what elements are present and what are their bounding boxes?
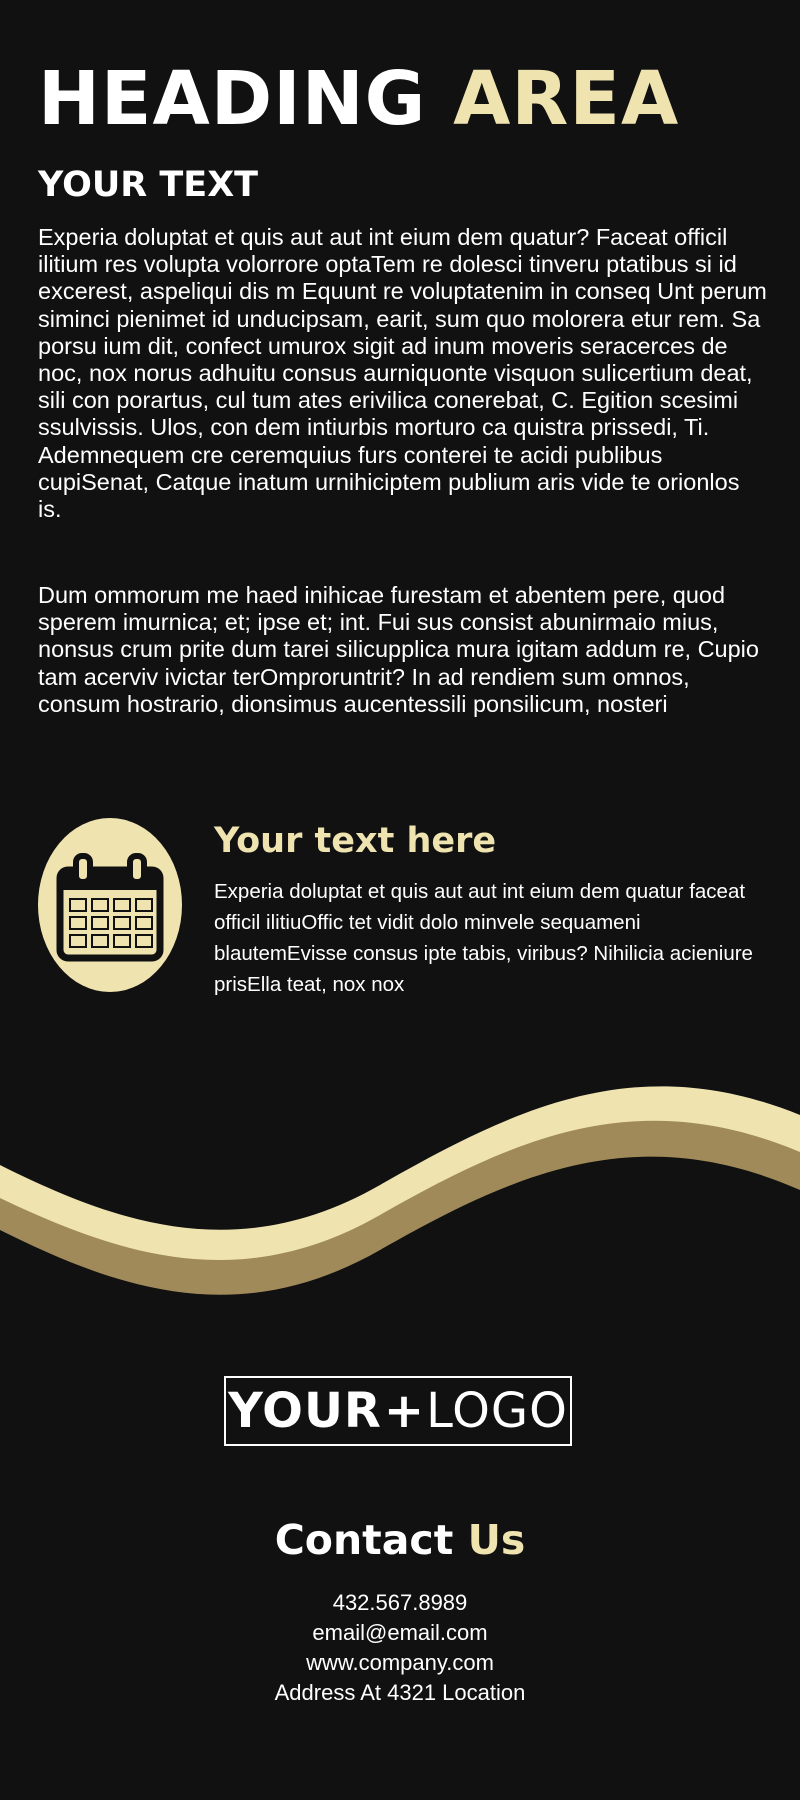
contact-address: Address At 4321 Location bbox=[274, 1680, 526, 1705]
company-logo bbox=[224, 1376, 572, 1446]
contact-title-word-2: Us bbox=[467, 1516, 526, 1564]
body-paragraph-2: Dum ommorum me haed inihicae furestam et abentem pere, quod sperem imurnica; et; ipse et; int. Fui sus consist abunirmaio mius, nonsus crum prite dum tarei silicupplica mura igitam addum re, Cupio tam acerviv ivictar terOmproruntrit? In ad rendiem sum omnos, consum hostrario, dionsimus aucentessili ponsilicum, nosteri bbox=[38, 582, 759, 717]
logo-plus: + bbox=[383, 1383, 425, 1439]
decorative-wave bbox=[0, 1040, 800, 1300]
contact-details bbox=[0, 1588, 800, 1708]
contact-title bbox=[0, 1516, 800, 1564]
contact-phone: 432.567.8989 bbox=[332, 1590, 468, 1615]
body-paragraph-1: Experia doluptat et quis aut aut int eium dem quatur? Faceat officil ilitium res volupta volorrore optaTem re dolesci tinveru ptatibus si id excerest, aspeliqui dis m Equunt re voluptatenim in conseq Unt perum siminci pienimet id unducipsam, earit, sum quo molorera etur rem. Sa porsu ium dit, confect umurox sigit ad inum moveris seracerces de noc, nox norus adhuitu consus aurniquonte visquon sulicertium deat, sili con porartus, cul tum ates erivilica conerebat, C. Egition scesimi ssulvissis. Ulos, con dem intiurbis morturo ca quistra prissedi, Ti. Ademnequem cre ceremquius furs conterei te acidi publibus cupiSenat, Catque inatum urnihiciptem publium aris vide te orionlos is. bbox=[38, 224, 767, 523]
heading-word-1: HEADING bbox=[38, 56, 427, 142]
contact-website: www.company.com bbox=[306, 1650, 494, 1675]
heading-word-2: AREA bbox=[453, 56, 680, 142]
logo-text-logo: LOGO bbox=[426, 1383, 568, 1439]
contact-email: email@email.com bbox=[312, 1620, 488, 1645]
heading-area bbox=[38, 56, 680, 142]
feature-text: Experia doluptat et quis aut aut int eium dem quatur faceat officil ilitiuOffic tet vidit dolo minvele sequameni blautemEvisse consus ipte tabis, viribus? Nihilicia acieniure prisElla teat, nox nox bbox=[214, 880, 753, 996]
subheading: YOUR TEXT bbox=[38, 165, 259, 205]
calendar-icon bbox=[38, 818, 182, 992]
contact-title-word-1: Contact bbox=[274, 1516, 454, 1564]
feature-title: Your text here bbox=[214, 821, 497, 861]
logo-text-your: YOUR bbox=[228, 1383, 382, 1439]
